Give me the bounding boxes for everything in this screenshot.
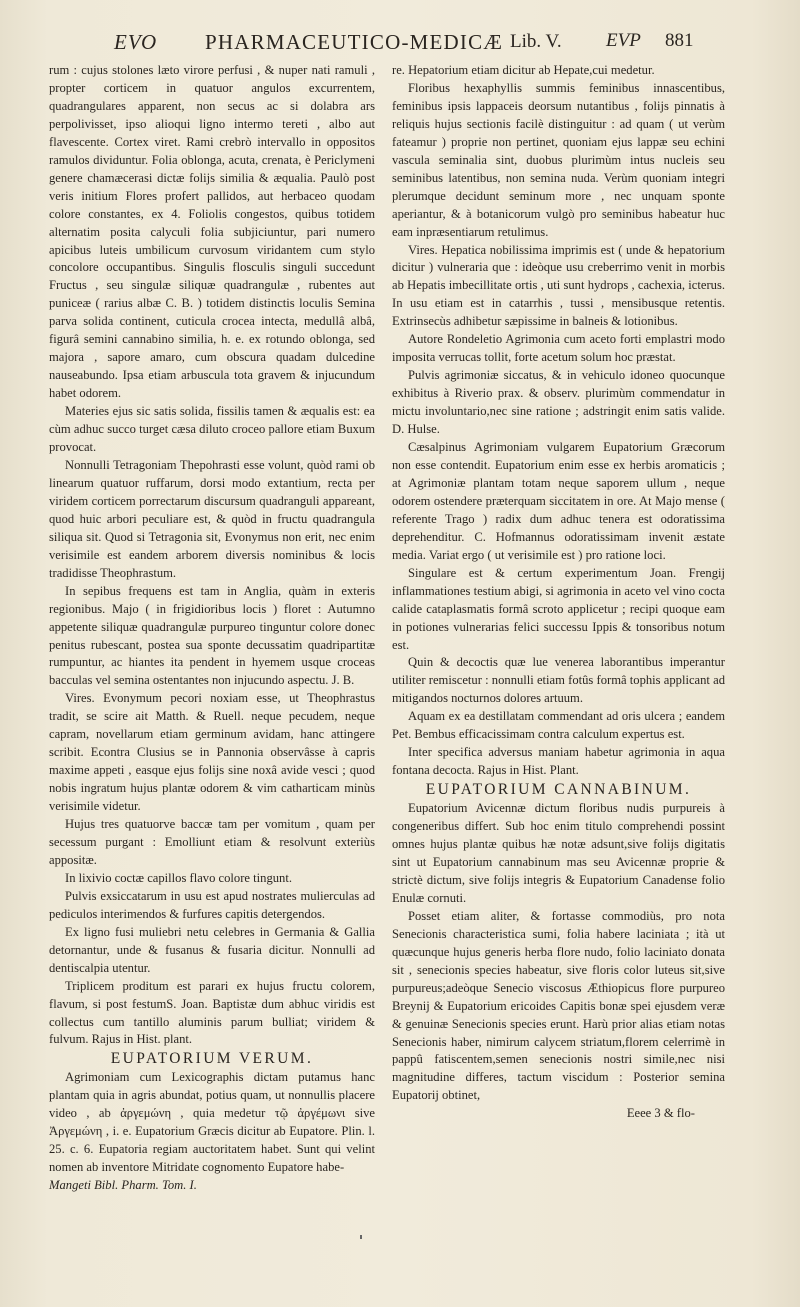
paragraph-pulvis: Pulvis exsiccatarum in usu est apud nostrates mulierculas ad pediculos interimendos & furfures capitis detergendos. (49, 888, 375, 921)
paragraph-floribus: Floribus hexaphyllis summis feminibus innascentibus, feminibus ipsis lappaceis deorsum nutantibus , folijs pinnatis à reliquis hujus sectionis facilè distinguitur : ad quam ( ut verùm fateamur ) proprie non pertinet, quoniam ejus lappæ seu echini vascula seminalia sint, duobus plurimùm intus nucleis seu seminibus latentibus, non semina nuda. Verùm quoniam integri plerumque decidunt seminum more , nec unquam sponte aperiantur, & à botanicorum vulgò pro seminibus habeatur huc eam inpræsentiarum retulimus. (392, 80, 725, 239)
paragraph-aquam: Aquam ex ea destillatam commendant ad oris ulcera ; eandem Pet. Bembus efficacissimam contra calculum expertus est. (392, 709, 725, 742)
paragraph-agrimonia: Agrimoniam cum Lexicographis dictam putamus hanc plantam quia in agris abundat, potius quam, ut nonnullis placere video , ab ἀργεμώνη , quia medetur τῷ ἀργέμωνι sive Ἀργεμώνη , i. e. Eupatorium Græcis dicitur ab Eupatore. Plin. l. 25. c. 6. Eupatoria regiam auctoritatem habet. Sunt qui velint nomen ab inventore Mitridate cognomento Eupatore habe- (49, 1070, 375, 1175)
paragraph-description: rum : cujus stolones læto virore perfusi , & nuper nati ramuli , propter corticem in quatuor angulos excurrentem, quadrangulares apparent, non secus ac si dolabra ars perpolivisset, ipso alioqui ligno intermo tereti , albo aut flavescente. Cortex viret. Rami crebrò intervallo in oppositos ramulos dividuntur. Folia oblonga, acuta, crenata, è Periclymeni genere chamæcerasi dictæ folijs similia & æqualia. Paulò post veris initium Flores profert pallidos, aut herbaceo quodam colore constantes, ex 4. Foliolis congestos, quibus totidem alternatim posita calyculi folia subjiciuntur, pari numero apicibus luteis umbilicum curvosum viridantem cum stylo concolore occupantibus. Singulis flosculis singuli succedunt Fructus , seu singulæ siliquæ quadrangulæ , rubentes aut puniceæ ( rarius albæ C. B. ) totidem distinctis loculis Semina parva solida continent, cuticula crocea intecta, medullâ albâ, figurâ semini cannabino similia, h. e. ex rotundo oblonga, sed majora , sapore amaro, cum obscura quadam dulcedine nauseabundo. Ipsa etiam arbuscula tota gravem & injucundum habet odorem. (49, 63, 375, 401)
page-number: 881 (665, 30, 694, 51)
paragraph-materies: Materies ejus sic satis solida, fissilis tamen & æqualis est: ea cùm adhuc succo turget cæsa diluto croceo pallore etiam Buxum provocat. (49, 404, 375, 455)
paragraph-rondeletio: Autore Rondeletio Agrimonia cum aceto forti emplastri modo imposita verrucas tollit, forte acetum solum hoc præstat. (392, 332, 725, 365)
paragraph-vires: Vires. Evonymum pecori noxiam esse, ut Theophrastus tradit, se scire ait Matth. & Ruell. neque pecudem, neque capram, novellarum etiam germinum avidam, hanc attingere scribit. Econtra Clusius se in Pannonia observâsse à capris maxime appeti , easque ejus folijs sine noxâ avide vesci ; quod nobis ingratum hujus plantæ odorem & vim catharticam minùs verisimile videtur. (49, 691, 375, 814)
paragraph-habitat: In sepibus frequens est tam in Anglia, quàm in exteris regionibus. Majo ( in frigidioribus locis ) floret : Autumno appetente siliquæ quadrangulæ purpureo tinguntur colore donec penitus rubescant, postea sua sponte decussatim quadripartitæ rumpuntur, ac hiantes ita pendent in hyemem usque croceas bacculas vel semina ostentantes non injucundo aspectu. J. B. (49, 583, 375, 688)
header-left-abbrev: EVO (114, 30, 158, 54)
paragraph-caesalpinus: Cæsalpinus Agrimoniam vulgarem Eupatorium Græcorum non esse contendit. Eupatorium enim esse ex herbis aromaticis ; at Agrimoniæ plantam totam neque saporem ullum , neque odorem ostendere præterquam siccitatem in ore. At Majo mense ( referente Trago ) radix dum adhuc tenera est odoratissima deprehenditur. C. Hofmannus odoratissimam invenit æstate media. Variat ergo ( ut verisimile est ) pro ratione loci. (392, 440, 725, 562)
paragraph-lixivio: In lixivio coctæ capillos flavo colore tingunt. (65, 870, 292, 885)
footer-signature-left: Mangeti Bibl. Pharm. Tom. I. (49, 1178, 197, 1193)
paragraph-colorem: Triplicem proditum est parari ex hujus fructu colorem, flavum, si post festumS. Joan. Baptistæ dum abhuc viridis est collectus cum tantillo aluminis parum bulliat; viridem & fulvum. Rajus in Hist. plant. (49, 978, 375, 1047)
header-right-abbrev: EVP (606, 30, 641, 51)
paragraph-baccae: Hujus tres quatuorve baccæ tam per vomitum , quam per secessum purgant : Emolliunt etiam & resolvunt exteriùs appositæ. (49, 817, 375, 867)
paragraph-avicennae: Eupatorium Avicennæ dictum floribus nudis purpureis à congeneribus differt. Sub hoc enim titulo comprehendi possint omnes hujus plantæ quibus hæ notæ adsunt,sive folijs digitatis sint ut Eupatorium cannabinum mas seu Avicennæ proprie & strictè dictum, sive folijs integris & Eupatorium Canadense folio Enulæ cornuti. (392, 801, 725, 905)
right-column (392, 62, 725, 1123)
paragraph-ligno: Ex ligno fusi muliebri netu celebres in Germania & Gallia detornantur, unde & fusanus & fusaria dicitur. Nonnulli ad dentiscalpia utentur. (49, 924, 375, 975)
section-heading-eupatorium-cannabinum: EUPATORIUM CANNABINUM. (425, 781, 692, 799)
paragraph-frengij: Singulare est & certum experimentum Joan. Frengij inflammationes testium abigi, si agrimonia in aceto vel vino cocta calide cataplasmatis formâ scroto applicetur ; recipi quoque eam in potiones vulnerarias felici successu Ippis & tonsoribus notum est. (392, 565, 725, 652)
paragraph-pulvis-agrimoniae: Pulvis agrimoniæ siccatus, & in vehiculo idoneo quocunque exhibitus à Riverio prax. & observ. plurimùm commendatur in mictu involuntario,nec sine ratione ; adstringit enim satis valide. D. Hulse. (392, 368, 725, 437)
header-title: PHARMACEUTICO-MEDICÆ (205, 30, 504, 54)
paragraph-tetragonia: Nonnulli Tetragoniam Thepohrasti esse volunt, quòd rami ob linearum quatuor ruffarum, dorsi modo extantium, recta per viridem corticem porrectarum discursum quadranguli appareant, quod huic arbori peculiare est, & quòd in fructu quadrangula siliqua sit. Quod si Tetragonia sit, Evonymus non erit, nec enim verisimile est eandem arborem diversis nominibus & locis tradidisse Theophrastum. (49, 457, 375, 580)
signature-mark: Eeee 3 & flo- (626, 1106, 695, 1121)
paragraph-hepatorium: re. Hepatorium etiam dicitur ab Hepate,cui medetur. (392, 63, 655, 77)
paragraph-maniam: Inter specifica adversus maniam habetur agrimonia in aqua fontana decocta. Rajus in Hist. Plant. (392, 745, 725, 778)
margin-mark (360, 1235, 362, 1239)
running-header (40, 30, 785, 60)
paragraph-vires-hepatica: Vires. Hepatica nobilissima imprimis est ( unde & hepatorium dicitur ) vulneraria que : ideòque usu creberrimo venit in morbis ab Hepatis imbecillitate ortis , uti sunt hydrops , cachexia, icterus. In usu etiam est in catarrhis , tussi , mensibusque retentis. Extrinsecùs adhibetur sæpissime in balneis & lotionibus. (392, 242, 725, 329)
section-heading-eupatorium-verum: EUPATORIUM VERUM. (110, 1050, 314, 1068)
paragraph-decoctis: Quin & decoctis quæ lue venerea laborantibus imperantur utiliter remiscetur : nonnulli etiam fotûs formâ tophis applicant ad mitigandos nocturnos dolores artuum. (392, 655, 725, 706)
paragraph-senecionis: Posset etiam aliter, & fortasse commodiùs, pro nota Senecionis characteristica sumi, folia habere laciniata ; ità ut quæcunque hujus generis herba flore nudo, folio laciniato donata sit , senecionis species habeatur, sive floris color luteus sit,sive purpureus;adeòque Senecio viscosus Æthiopicus flore purpureo Breynij & Eupatorium ericoides Capitis bonæ spei ejusdem veræ & genuinæ Senecionis species erunt. Harù prior alias etiam notas Senecionis haber, nimirum calycem striatum,florem celerrimè in pappû fatiscentem,semen senecionis nostri simile,nec nisi magnitudine differes, tactum viscidum : Posterior semina Eupatorij obtinet, (392, 908, 725, 1103)
left-column (49, 62, 375, 1195)
header-book-number: Lib. V. (510, 31, 562, 52)
